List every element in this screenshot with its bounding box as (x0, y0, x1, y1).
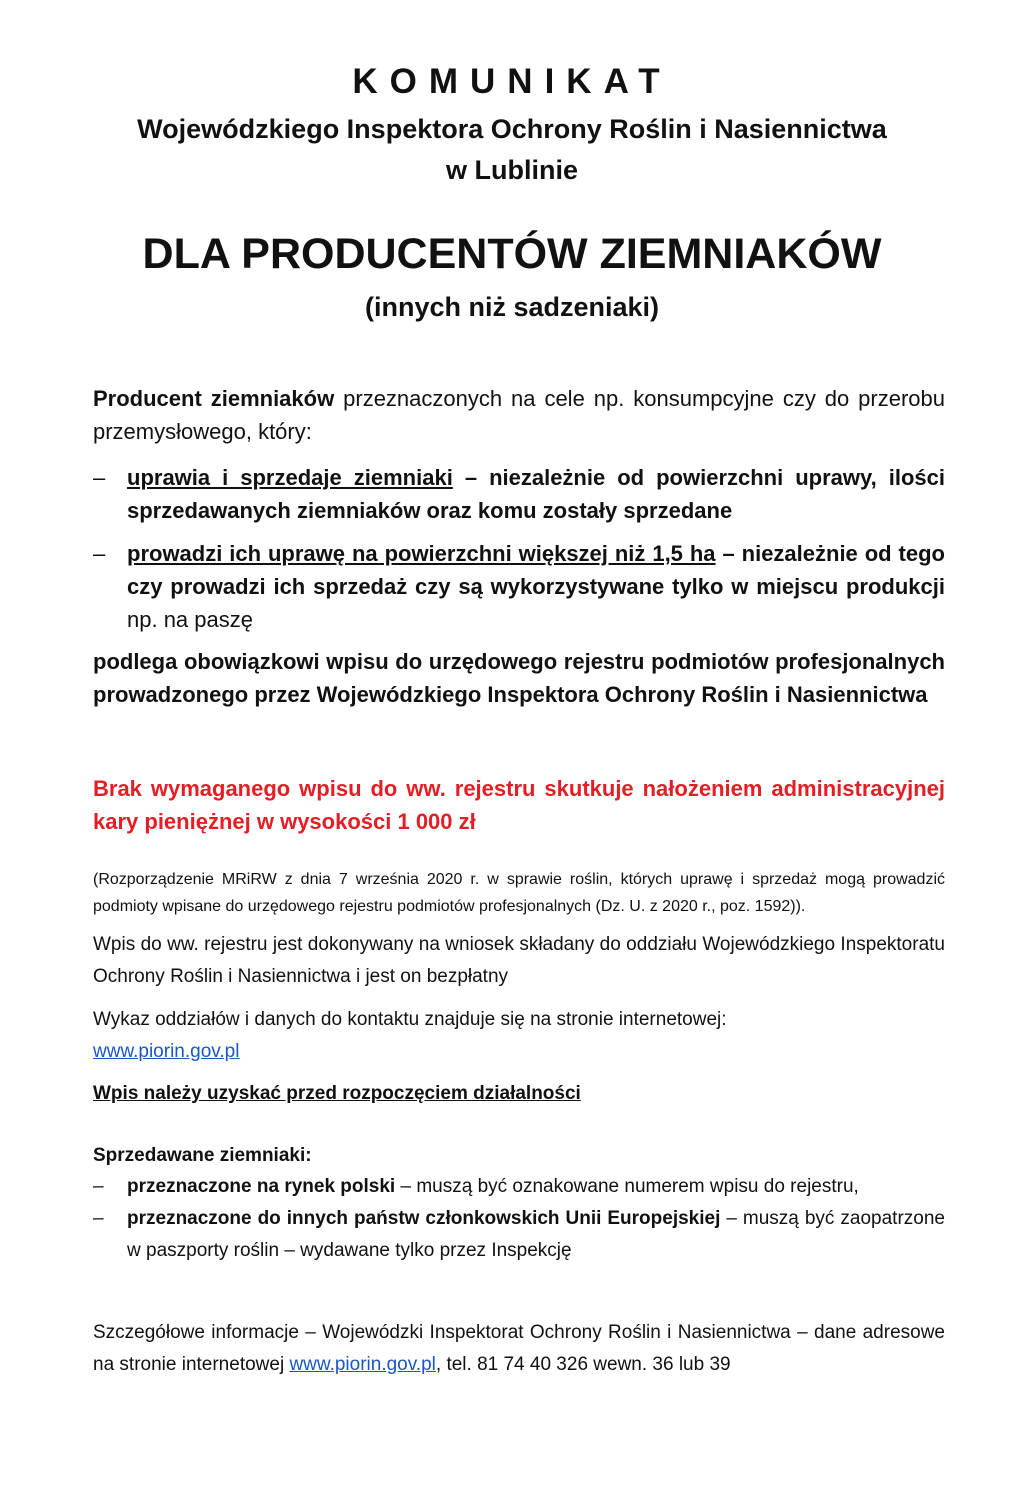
sold-heading: Sprzedawane ziemniaki: (93, 1145, 312, 1166)
intro-rest: przeznaczonych na cele np. konsumpcyjne czy do przerobu przemysłowego, który: (93, 386, 945, 444)
intro-paragraph (93, 382, 945, 448)
sold-item-bold: przeznaczone na rynek polski (127, 1176, 396, 1197)
bullet-underlined: prowadzi ich uprawę na powierzchni większej niż 1,5 ha (127, 541, 716, 566)
piorin-link[interactable]: www.piorin.gov.pl (93, 1041, 240, 1062)
dash-marker: – (93, 541, 106, 566)
obligation-paragraph: podlega obowiązkowi wpisu do urzędowego rejestru podmiotów profesjonalnych prowadzonego przez Wojewódzkiego Inspektora Ochrony Roślin i Nasiennictwa (93, 649, 945, 707)
footer-text-after: , tel. 81 74 40 326 wewn. 36 lub 39 (435, 1354, 731, 1375)
bullet-bold-rest: – niezależnie od powierzchni uprawy, ilości sprzedawanych ziemniaków oraz komu zostały sprzedane (127, 465, 945, 523)
bullet-underlined: uprawia i sprzedaje ziemniaki (127, 465, 453, 490)
dash-marker: – (93, 465, 106, 490)
branches-paragraph (93, 1004, 945, 1068)
footer-piorin-link[interactable]: www.piorin.gov.pl (289, 1354, 436, 1375)
issuer-line-1: Wojewódzkiego Inspektora Ochrony Roślin i Nasiennictwa (137, 114, 887, 144)
bullet-bold-rest: – niezależnie od tego czy prowadzi ich sprzedaż czy są wykorzystywane tylko w miejscu produkcji (127, 541, 945, 599)
issuer-line-2: w Lublinie (446, 155, 578, 185)
footer-text-before: Szczegółowe informacje – Wojewódzki Inspektorat Ochrony Roślin i Nasiennictwa – dane adresowe na stronie internetowej (93, 1322, 945, 1375)
before-start-notice: Wpis należy uzyskać przed rozpoczęciem działalności (93, 1083, 581, 1104)
penalty-notice: Brak wymaganego wpisu do ww. rejestru skutkuje nałożeniem administracyjnej kary pieniężnej w wysokości 1 000 zł (93, 776, 945, 834)
page-title: DLA PRODUCENTÓW ZIEMNIAKÓW (142, 230, 882, 278)
registration-info: Wpis do ww. rejestru jest dokonywany na wniosek składany do oddziału Wojewódzkiego Inspektoratu Ochrony Roślin i Nasiennictwa i jest on bezpłatny (93, 934, 945, 987)
bullet-normal-rest: np. na paszę (127, 607, 253, 632)
footer-contact (93, 1317, 945, 1381)
regulation-citation: (Rozporządzenie MRiRW z dnia 7 września 2020 r. w sprawie roślin, których uprawę i sprzedaż mogą prowadzić podmioty wpisane do urzędowego rejestru podmiotów profesjonalnych (Dz. U. z 2020 r., poz. 1592)). (93, 871, 945, 915)
sold-item-rest: – muszą być zaopatrzone w paszporty roślin – wydawane tylko przez Inspekcję (127, 1208, 945, 1261)
branches-text: Wykaz oddziałów i danych do kontaktu znajduje się na stronie internetowej: (93, 1009, 727, 1030)
sold-item-rest: – muszą być oznakowane numerem wpisu do rejestru, (395, 1176, 859, 1197)
sold-item-bold: przeznaczone do innych państw członkowskich Unii Europejskiej (127, 1208, 721, 1229)
komunikat-heading: KOMUNIKAT (352, 62, 672, 101)
dash-marker: – (93, 1208, 104, 1229)
page-subtitle: (innych niż sadzeniaki) (364, 292, 660, 322)
intro-bold: Producent ziemniaków (93, 386, 335, 411)
dash-marker: – (93, 1176, 104, 1197)
